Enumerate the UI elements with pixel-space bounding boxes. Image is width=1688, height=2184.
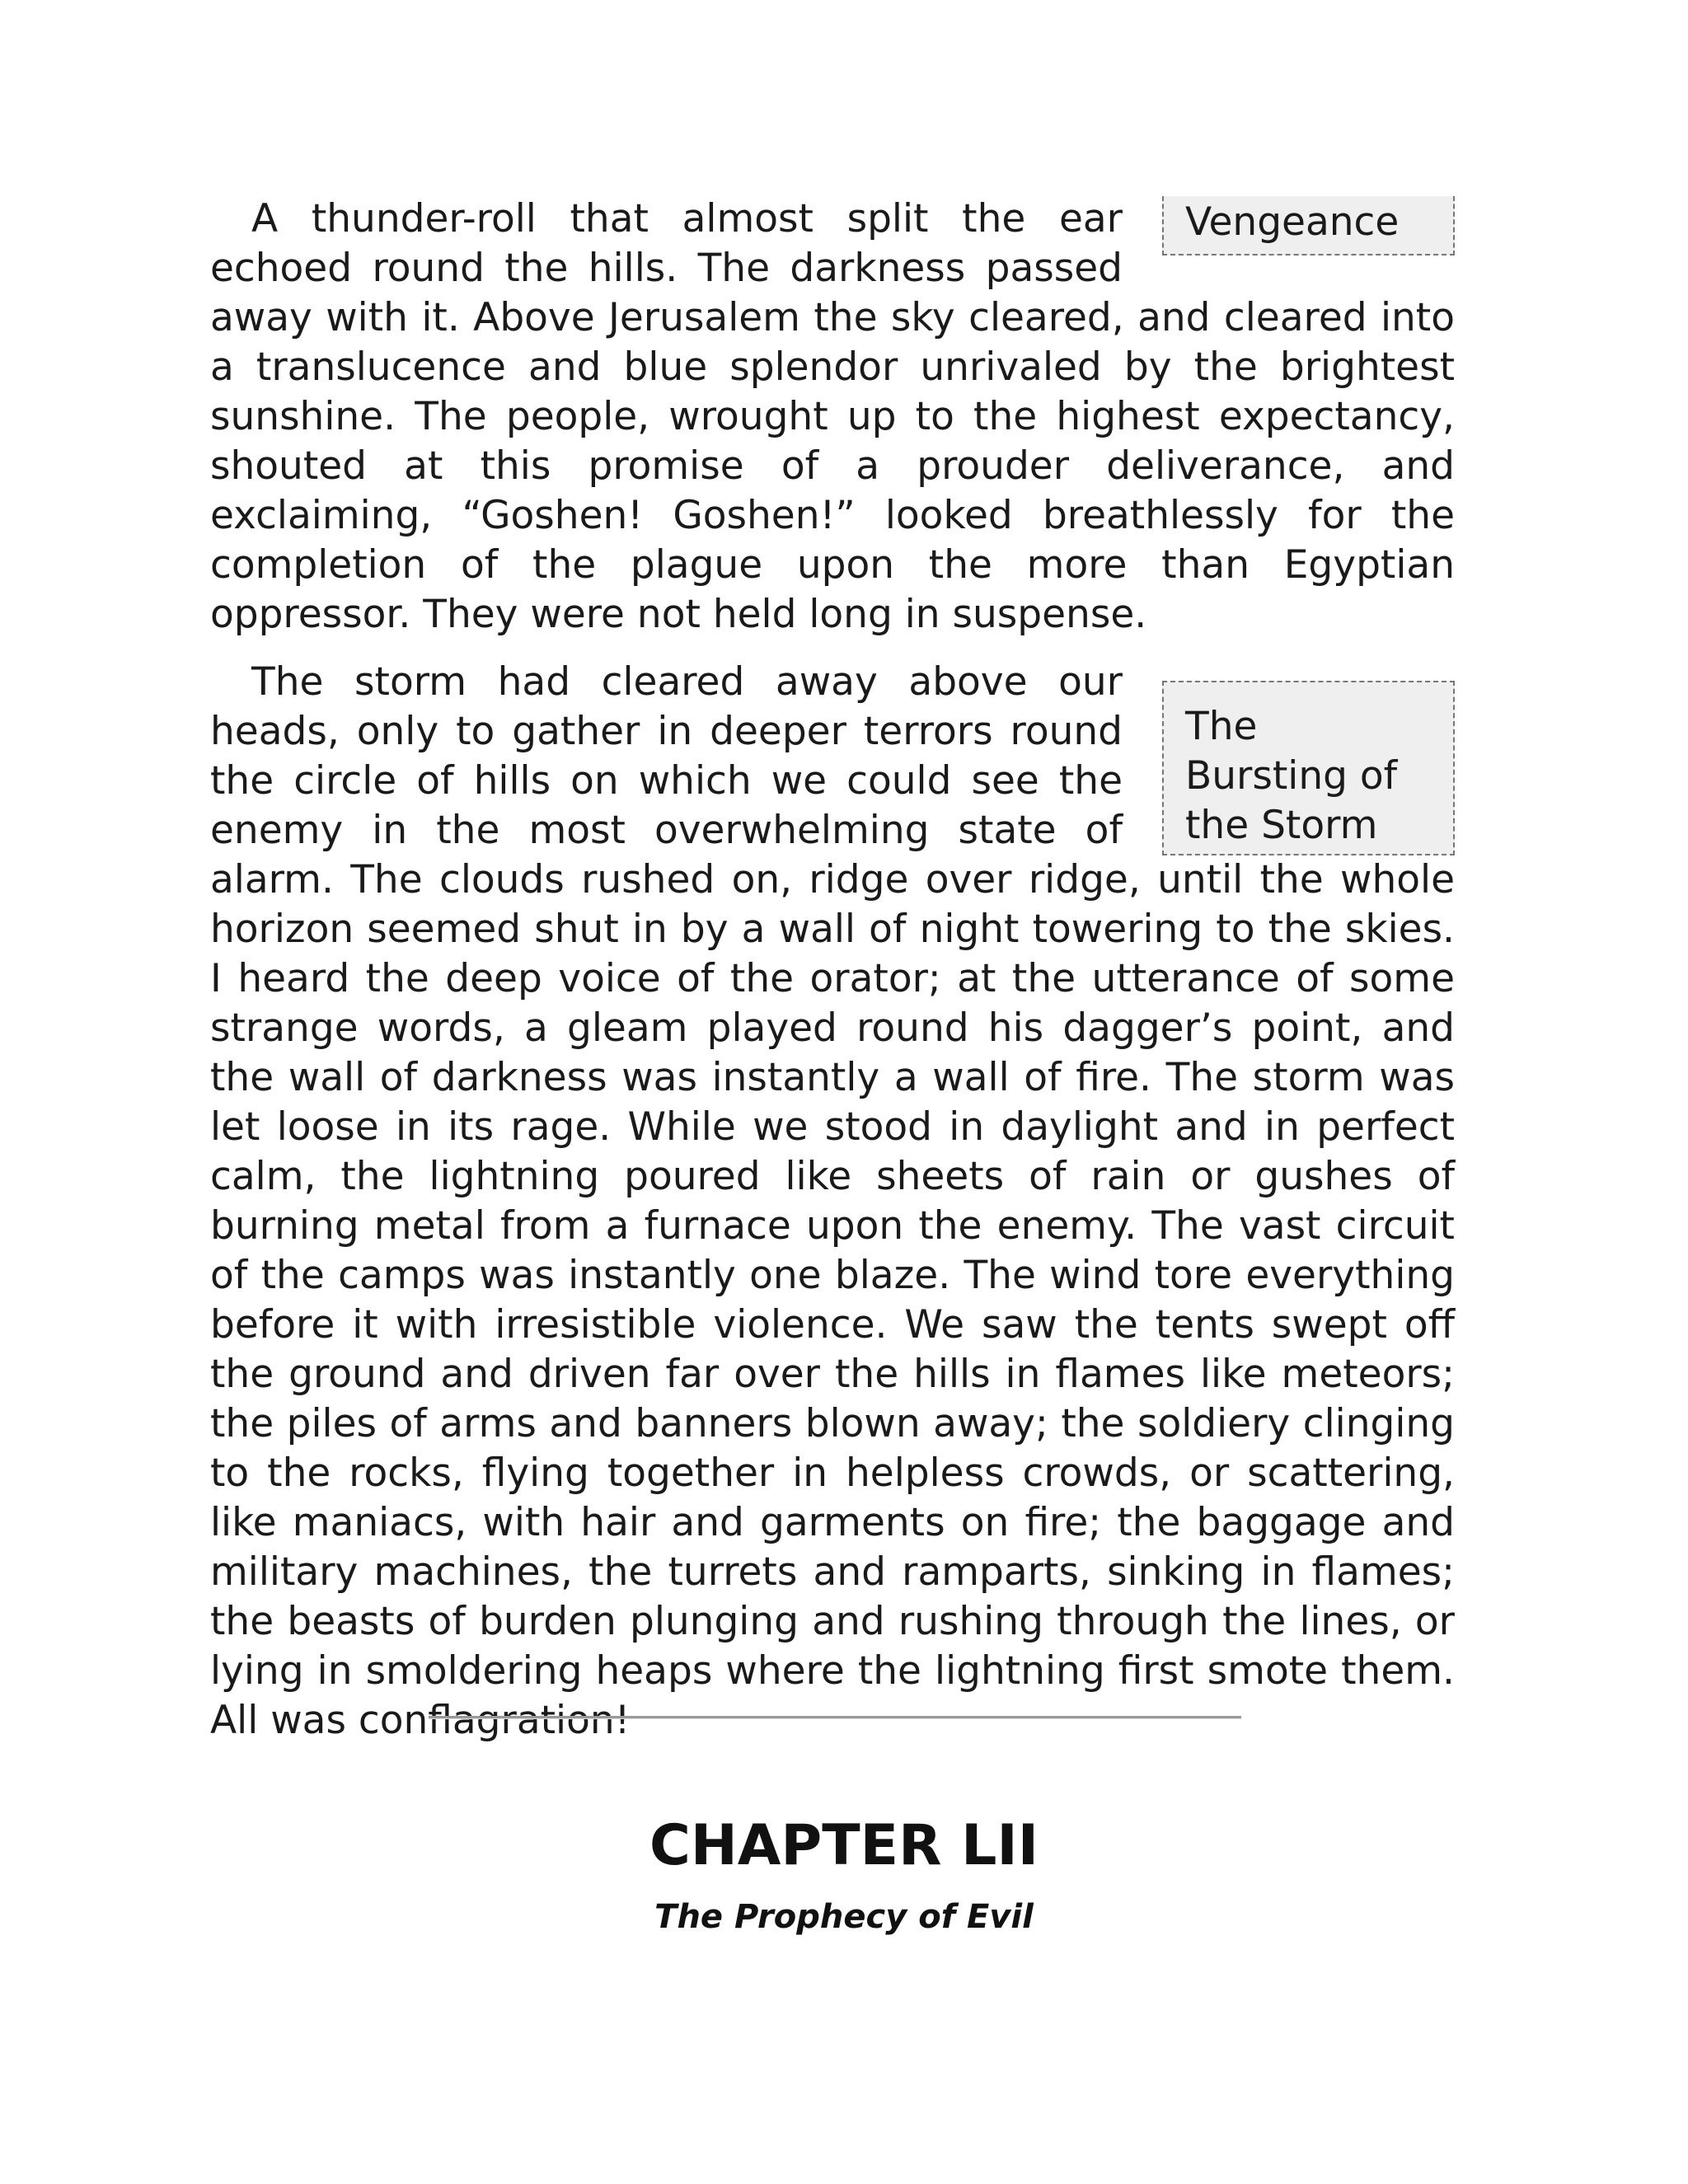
page-body xyxy=(210,194,1455,1746)
section-divider xyxy=(429,1716,1241,1719)
paragraph-1-text: A thunder-roll that almost split the ear echoed round the hills. The darkness passed away with it. Above Jerusalem the sky cleared, and cleared into a translucence and blue splendor unrivaled by the brightest sunshine. The people, wrought up to the highest expectancy, shouted at this promise of a prouder deliverance, and exclaiming, “Goshen! Goshen!” looked breathlessly for the completion of the plague upon the more than Egyptian oppressor. They were not held long in suspense. xyxy=(210,196,1455,637)
paragraph-1 xyxy=(210,194,1455,640)
sidenote-bursting-of-the-storm: The Bursting of the Storm xyxy=(1162,681,1455,855)
chapter-subtitle: The Prophecy of Evil xyxy=(654,1898,1034,1936)
paragraph-2-text: The storm had cleared away above our heads, only to gather in deeper terrors round the circle of hills on which we could see the enemy in the most overwhelming state of alarm. The clouds rushed on, ridge over ridge, until the whole horizon seemed shut in by a wall of night towering to the skies. I heard the deep voice of the orator; at the utterance of some strange words, a gleam played round his dagger’s point, and the wall of darkness was instantly a wall of fire. The storm was let loose in its rage. While we stood in daylight and in perfect calm, the lightning poured like sheets of rain or gushes of burning metal from a furnace upon the enemy. The vast circuit of the camps was instantly one blaze. The wind tore everything before it with irresistible violence. We saw the tents swept off the ground and driven far over the hills in flames like meteors; the piles of arms and banners blown away; the soldiery clinging to the rocks, flying together in helpless crowds, or scattering, like maniacs, with hair and garments on fire; the baggage and military machines, the turrets and ramparts, sinking in flames; the beasts of burden plunging and rushing through the lines, or lying in smoldering heaps where the lightning first smote them. All was conflagration! xyxy=(210,659,1455,1743)
sidenote-vengeance: Vengeance xyxy=(1162,196,1455,255)
chapter-title: CHAPTER LII xyxy=(649,1813,1039,1878)
paragraph-2 xyxy=(210,658,1455,1746)
